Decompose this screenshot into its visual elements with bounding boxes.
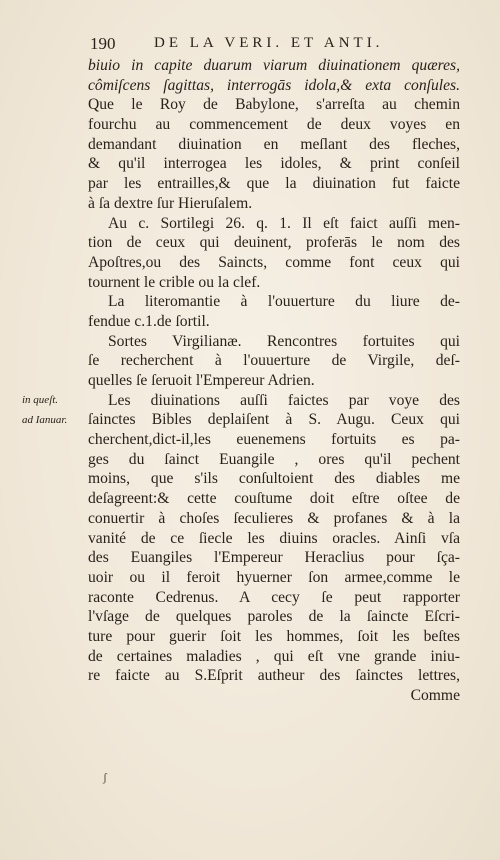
text-line: Comme (410, 687, 460, 704)
margin-note: ad Ianuar. (22, 413, 68, 426)
text-line: Les diuinations auſſi faictes par voye des (108, 391, 460, 409)
text-line: fendue c.1.de ſortil. (88, 312, 210, 330)
text-line: biuio in capite duarum viarum diuinationem quæres, (88, 57, 460, 74)
text-line: vanité de ce ſiecle les diuins oracles. Ainſi vſa (88, 529, 460, 547)
text-line: Que le Roy de Babylone, s'arreſta au chemin (88, 96, 460, 114)
text-line: ſainctes Bibles deplaiſent à S. Augu. Ceux qui (88, 411, 460, 429)
text-line: de certaines maladies , qui eſt vne grande iniu- (88, 647, 460, 665)
text-line: cherchent,dict-il,les euenemens fortuits es pa- (88, 431, 460, 449)
text-line: tournent le crible ou la clef. (88, 273, 261, 291)
text-line: à ſa dextre ſur Hieruſalem. (88, 194, 253, 212)
text-line: uoir ou il feroit hyuerner ſon armee,comme le (88, 568, 460, 586)
running-head: DE LA VERI. ET ANTI. (154, 35, 384, 51)
text-line: & qu'il interrogea les idoles, & print conſeil (88, 155, 460, 173)
text-line: deſagreent:& cette couſtume doit eſtre oſtee de (88, 490, 460, 508)
signature-mark: ʃ (103, 770, 107, 784)
page-header (90, 34, 460, 54)
text-line: La literomantie à l'ouuerture du liure de- (108, 293, 460, 311)
page-number: 190 (90, 34, 116, 53)
text-line: cômiſcens ſagittas, interrogās idola,& exta conſules. (88, 76, 460, 94)
text-line: raconte Cedrenus. A cecy ſe peut rapporter (88, 588, 460, 606)
text-line: conuertir à choſes ſeculieres & profanes & à la (88, 509, 460, 527)
text-line: l'vſage de quelques paroles de la ſaincte Eſcri- (88, 608, 460, 626)
text-line: ges du ſainct Euangile , ores qu'il pechent (88, 450, 460, 468)
body-text (88, 56, 460, 706)
text-line: ſe recherchent à l'ouuerture de Virgile, deſ- (88, 352, 460, 370)
text-line: demandant diuination en meſlant des fleches, (88, 135, 460, 153)
margin-note: in queſt. (22, 393, 59, 406)
text-line: par les entrailles,& que la diuination fut faicte (88, 175, 460, 193)
text-line: re faicte au S.Eſprit autheur des ſainctes lettres, (88, 667, 460, 685)
text-line: Au c. Sortilegi 26. q. 1. Il eſt faict auſſi men- (108, 214, 460, 232)
text-line: ture pour guerir ſoit les hommes, ſoit les beſtes (88, 627, 460, 645)
text-line: moins, que s'ils conſultoient des diables me (88, 470, 460, 488)
text-line: tion de ceux qui deuinent, proferās le nom des (88, 234, 460, 252)
text-line: Sortes Virgilianæ. Rencontres fortuites qui (108, 332, 460, 350)
text-line: Apoſtres,ou des Saincts, comme font ceux qui (88, 253, 460, 271)
text-line: fourchu au commencement de deux voyes en (88, 116, 460, 134)
text-line: des Euangiles l'Empereur Heraclius pour ſça- (88, 549, 460, 567)
text-line: quelles ſe ſeruoit l'Empereur Adrien. (88, 372, 315, 389)
